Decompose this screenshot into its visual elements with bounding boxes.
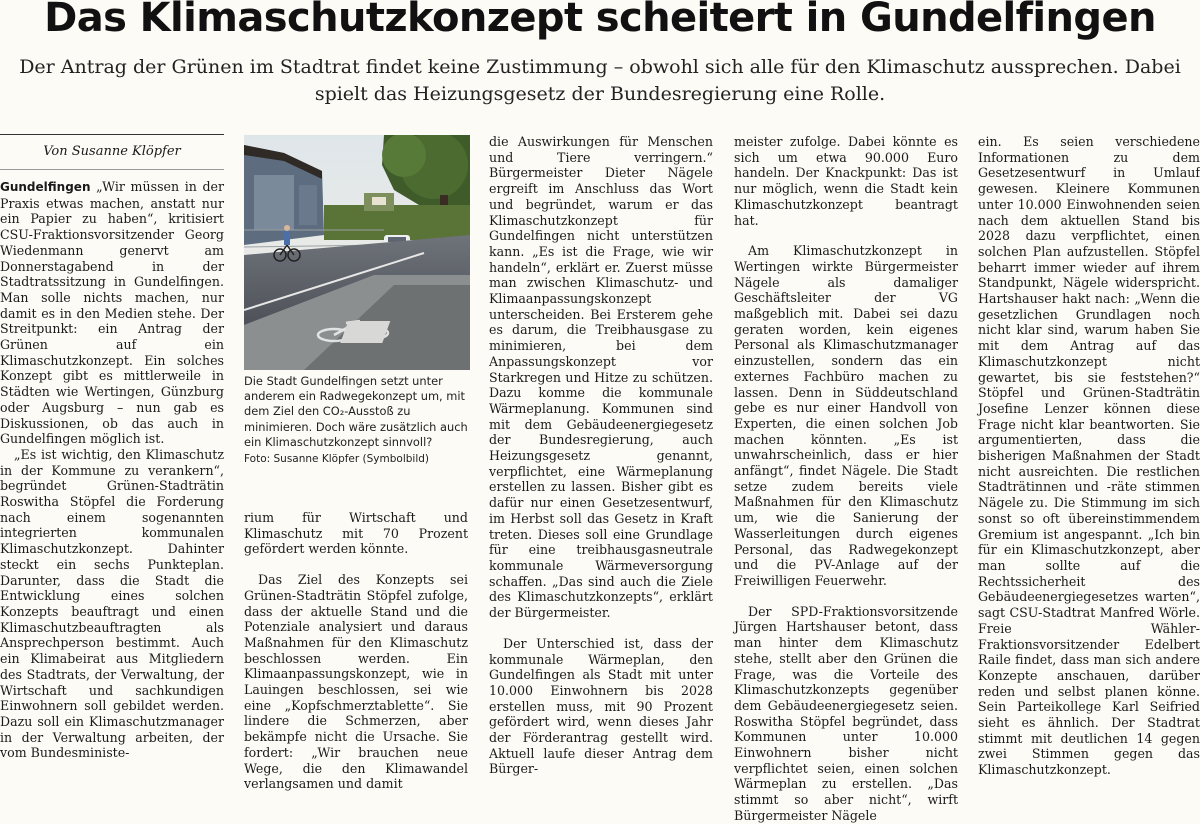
headline: Das Klimaschutzkonzept scheitert in Gundelfingen — [44, 0, 1156, 41]
subheadline: Der Antrag der Grünen im Stadtrat findet keine Zustimmung – obwohl sich alle für den Klimaschutz aussprechen. Dabei spielt das Heizungsgesetz der Bundesregierung eine Rolle. — [19, 56, 1181, 105]
paragraph: Der SPD-Fraktionsvorsitzende Jürgen Hartshauser betont, dass man hinter dem Klimaschutz stehe, stellt aber den Grünen die Frage, was die Vorteile des Klimaschutzkonzepts gegenüber dem Gebäudeenergiegesetz seien. Roswitha Stöpfel begründet, dass Kommunen unter 10.000 Einwohnern bisher nicht verpflichtet seien, einen solchen Wärmeplan zu erstellen. „Das stimmt so aber nicht“, wirft Bürgermeister Nägele — [734, 603, 958, 823]
dateline: Gundelfingen — [0, 180, 91, 194]
byline: Von Susanne Klöpfer — [43, 144, 181, 159]
photo-credit: Foto: Susanne Klöpfer (Symbolbild) — [244, 453, 430, 466]
photo-caption: Die Stadt Gundelfingen setzt unter anderem ein Radwegekonzept um, mit dem Ziel den CO₂-Ausstoß zu minimieren. Doch wäre zusätzlich auch ein Klimaschutzkonzept sinnvoll? — [244, 374, 468, 449]
paragraph: „Es ist wichtig, den Klimaschutz in der Kommune zu verankern“, begründet Grünen-Stadträtin Roswitha Stöpfel die Forderung nach einem sogenannten integrierten kommunalen Klimaschutzkonzept. Dahinter steckt ein sechs Punkteplan. Darunter, dass die Stadt die Entwicklung eines solchen Konzepts beauftragt und einen Klimaschutzbeauftragten als Ansprechperson bestimmt. Auch ein Klimabeirat aus Mitgliedern des Stadtrats, der Verwaltung, der Wirtschaft und sachkundigen Einwohnern soll gebildet werden. Dazu soll ein Klimaschutzmanager in der Verwaltung arbeiten, der vom Bundesministe- — [0, 446, 224, 761]
paragraph-continued: ein. Es seien verschiedene Informationen zu dem Gesetzesentwurf in Umlauf gewesen. Kleinere Kommunen unter 10.000 Einwohnenden seien nach dem aktuellen Stand bis 2028 dazu verpflichtet, einen solchen Plan aufzustellen. Stöpfel beharrt immer wieder auf ihrem Standpunkt, Nägele widerspricht. Hartshauser hakt nach: „Wenn die gesetzlichen Grundlagen noch nicht klar sind, warum haben Sie mit dem Antrag auf das Klimaschutzkonzept nicht gewartet, bis sie feststehen?“ Stöpfel und Grünen-Stadträtin Josefine Lenzer können diese Frage nicht klar beantworten. Sie argumentierten, dass die bisherigen Maßnahmen der Stadt nicht ausreichten. Die restlichen Stadträtinnen und -räte stimmen Nägele zu. Die Stimmung im sich sonst so oft übereinstimmendem Gremium ist angespannt. „Ich bin für ein Klimaschutzkonzept, aber man sollte auf die Rechtssicherheit des Gebäudeenergiegesetzes warten“, sagt CSU-Stadtrat Manfred Wörle. Freie Wähler-Fraktionsvorsitzender Edelbert Raile findet, dass man sich andere Konzepte anschauen, darüber reden und selbst planen könne. Sein Parteikollege Karl Seifried sieht es ähnlich. Der Stadtrat stimmt mit deutlichen 14 gegen zwei Stimmen gegen das Klimaschutzkonzept. — [978, 134, 1200, 778]
paragraph: Am Klimaschutzkonzept in Wertingen wirkte Bürgermeister Nägele als damaliger Geschäftsleiter der VG maßgeblich mit. Dabei sei dazu geraten worden, kein eigenes Personal als Klimaschutzmanager einzustellen, sondern das ein externes Fachbüro machen zu lassen. Denn in Süddeutschland gebe es nur einer Handvoll von Experten, die einen solchen Job machen könnten. „Es ist unwahrscheinlich, dass er hier anfängt“, findet Nägele. Die Stadt setze zudem bereits viele Maßnahmen für den Klimaschutz um, wie die Sanierung der Wasserleitungen durch eigenes Personal, das Radwegekonzept und die PV-Anlage auf der Freiwilligen Feuerwehr. — [734, 243, 958, 588]
article-column-2 — [244, 510, 468, 792]
article-photo — [244, 135, 470, 370]
article-column-1 — [0, 134, 224, 761]
paragraph-continued: meister zufolge. Dabei könnte es sich um etwa 90.000 Euro handeln. Der Knackpunkt: Das ist nur möglich, wenn die Stadt kein Klimaschutzkonzept beantragt hat. — [734, 134, 958, 228]
paragraph: Das Ziel des Konzepts sei Grünen-Stadträtin Stöpfel zufolge, dass der aktuelle Stand und die Potenziale analysiert und daraus Maßnahmen für den Klimaschutz beschlossen werden. Ein Klimaanpassungskonzept, wie in Lauingen beschlossen, sei wie eine „Kopfschmerztablette“. Sie lindere die Schmerzen, aber bekämpfe nicht die Ursache. Sie fordert: „Wir brauchen neue Wege, die den Klimawandel verlangsamen und damit — [244, 572, 468, 792]
byline-box — [0, 134, 224, 170]
paragraph-text: „Wir müssen in der Praxis etwas machen, anstatt nur ein Papier zu haben“, kritisiert CSU-Fraktionsvorsitzender Georg Wiedenmann genervt am Donnerstagabend in der Stadtratssitzung in Gundelfingen. Man solle nichts machen, nur damit es in den Medien stehe. Der Streitpunkt: ein Antrag der Grünen auf ein Klimaschutzkonzept. Ein solches Konzept gibt es mittlerweile in Städten wie Wertingen, Günzburg oder Augsburg – nun gab es Diskussionen, ob das auch in Gundelfingen möglich ist. — [0, 179, 224, 447]
article-column-4 — [734, 134, 958, 824]
paragraph-continued: rium für Wirtschaft und Klimaschutz mit 70 Prozent gefördert werden könnte. — [244, 510, 468, 557]
paragraph: Der Unterschied ist, dass der kommunale Wärmeplan, den Gundelfingen als Stadt mit unter 10.000 Einwohnern bis 2028 erstellen muss, mit 90 Prozent gefördert wird, wenn dieses Jahr der Förderantrag gestellt wird. Aktuell laufe dieser Antrag dem Bürger- — [489, 635, 713, 777]
paragraph-intro — [0, 179, 224, 447]
article-column-3 — [489, 134, 713, 777]
street-bike-lane-image — [244, 135, 470, 370]
photo-caption-box — [244, 374, 472, 467]
article-column-5 — [978, 134, 1200, 778]
paragraph-continued: die Auswirkungen für Menschen und Tiere verringern.“ Bürgermeister Dieter Nägele ergreift im Anschluss das Wort und begründet, warum er das Klimaschutzkonzept für Gundelfingen nicht unterstützen kann. „Es ist die Frage, wie wir handeln“, erklärt er. Zuerst müsse man zwischen Klimaschutz- und Klimaanpassungskonzept unterscheiden. Bei Ersterem gehe es darum, die Treibhausgase zu minimieren, bei dem Anpassungskonzept vor Starkregen und Hitze zu schützen. Dazu komme die kommunale Wärmeplanung. Kommunen sind mit dem Gebäudeenergiegesetz der Bundesregierung, auch Heizungsgesetz genannt, verpflichtet, eine Wärmeplanung erstellen zu lassen. Bisher gibt es dafür nur einen Gesetzesentwurf, im Herbst soll das Gesetz in Kraft treten. Dieses soll eine Grundlage für eine treibhausgasneutrale kommunale Wärmeversorgung schaffen. „Das sind auch die Ziele des Klimaschutzkonzepts“, erklärt der Bürgermeister. — [489, 134, 713, 621]
